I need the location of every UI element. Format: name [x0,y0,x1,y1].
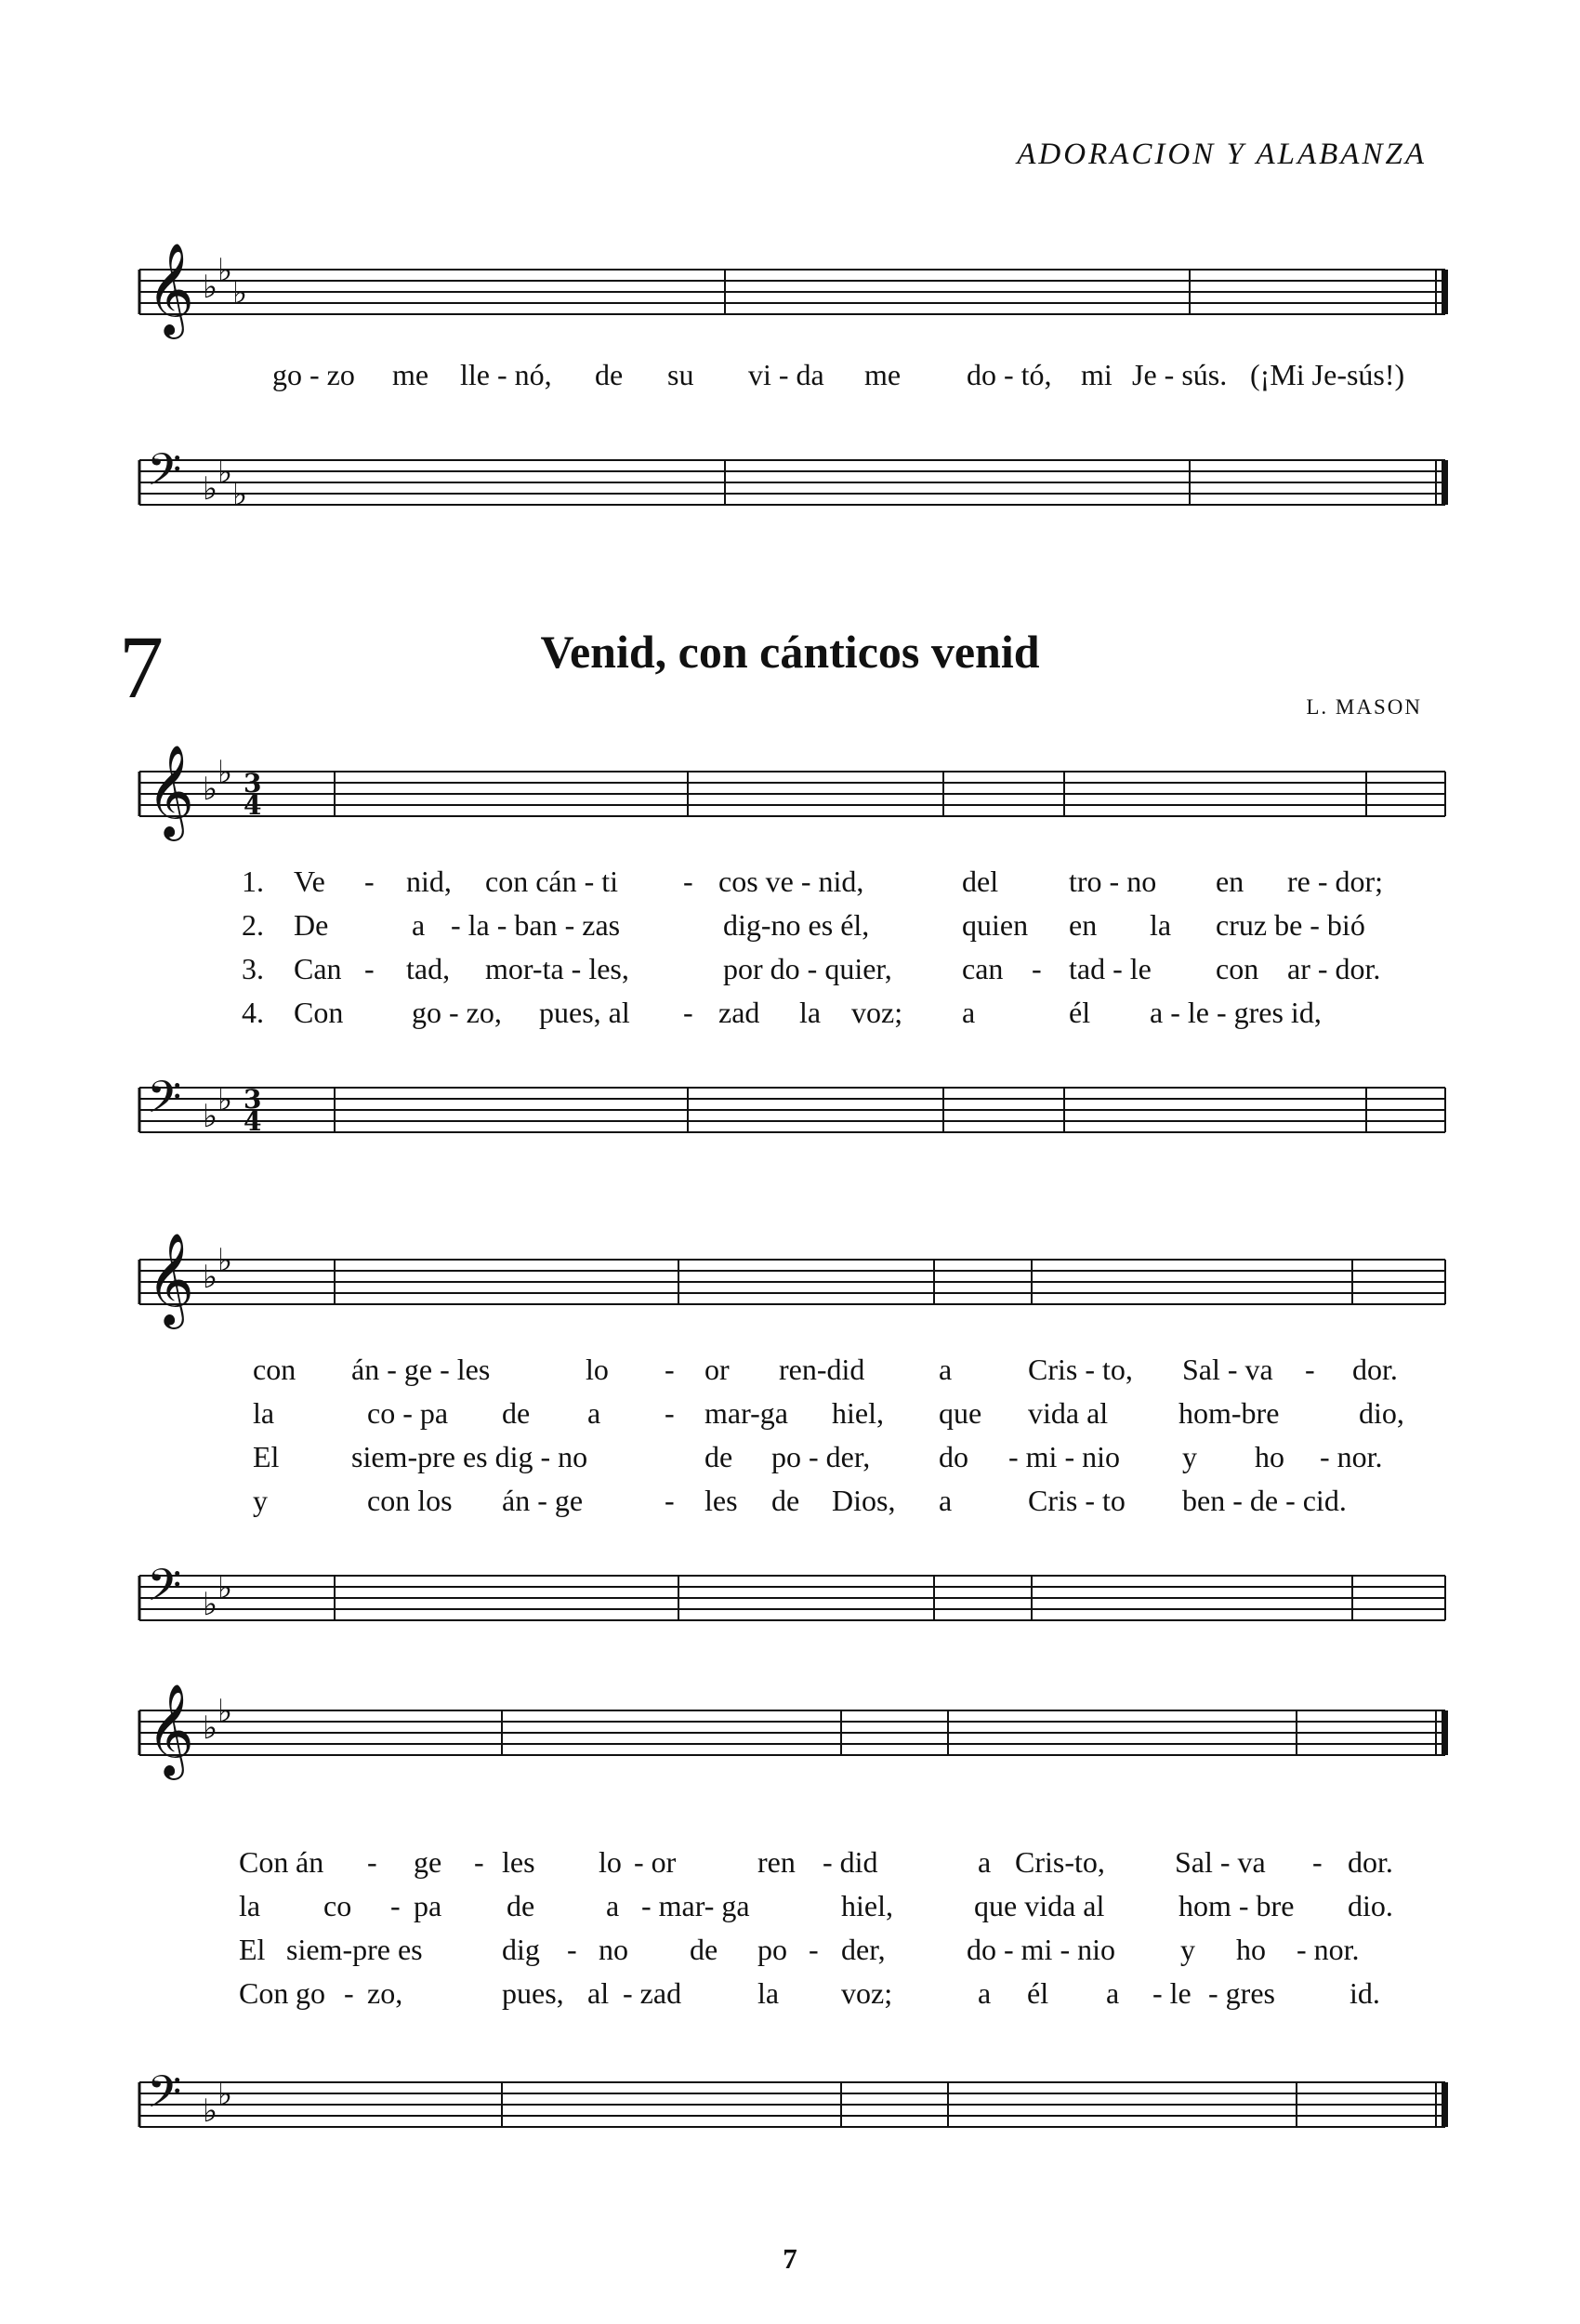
flat-icon: ♭ [217,2076,233,2113]
lyric-syllable: de [595,358,624,391]
lyric-syllable: án [296,1845,324,1879]
hymn-title: Venid, con cánticos venid [540,626,1040,678]
bass-staff [0,2045,1580,2194]
lyric-syllable: hiel, [832,1396,884,1430]
flat-icon: ♭ [217,1569,233,1606]
treble-clef-icon: 𝄞 [147,243,194,336]
lyric-syllable: - gres [1208,1976,1275,2010]
lyric-syllable: mi [1081,358,1113,391]
treble-staff [0,1673,1580,1822]
lyric-syllable: Sal - va [1182,1353,1273,1386]
lyric-syllable: mar-ga [704,1396,788,1430]
lyric-syllable: ar - dor. [1287,952,1381,985]
time-signature-digit: 3 [244,768,262,799]
lyric-syllable: lo [586,1353,609,1386]
lyric-syllable: Can [294,952,342,985]
lyric-syllable: - le [1152,1976,1192,2010]
lyric-syllable: der, [841,1933,886,1966]
lyric-syllable: - nor. [1297,1933,1360,1966]
bass-clef-icon: 𝄢 [147,1071,182,1134]
lyric-syllable: tad, [406,952,451,985]
lyric-syllable: cruz be - bió [1216,908,1365,942]
bass-clef-icon: 𝄢 [147,1559,182,1622]
lyric-line [0,1976,1580,2014]
lyric-syllable: la [799,996,822,1029]
lyric-syllable: - zad [623,1976,682,2010]
lyric-syllable: con [1216,952,1259,985]
lyric-syllable: a [606,1889,620,1922]
lyric-syllable: vi - da [748,358,824,391]
lyric-syllable: él [1027,1976,1049,2010]
final-barline-thick [1442,460,1448,505]
lyric-line [0,1484,1580,1521]
lyric-syllable: zad [718,996,760,1029]
lyric-syllable: Ve [294,865,325,898]
lyric-syllable: les [704,1484,738,1517]
bass-clef-icon: 𝄢 [147,443,182,507]
lyric-syllable: lo [599,1845,622,1879]
flat-icon: ♭ [203,2093,218,2130]
bass-clef-icon: 𝄢 [147,2066,182,2129]
lyric-syllable: y [1182,1440,1197,1473]
lyric-syllable: - [364,865,375,898]
lyric-syllable: Cris - to, [1028,1353,1133,1386]
lyric-syllable: ren [757,1845,796,1879]
lyric-line [0,996,1580,1033]
lyric-syllable: po [757,1933,787,1966]
lyric-syllable: dor. [1352,1353,1398,1386]
lyric-syllable: dio, [1359,1396,1404,1430]
flat-icon: ♭ [203,1586,218,1623]
lyric-syllable: - [683,865,693,898]
composer-credit: L. MASON [1306,695,1422,719]
lyric-syllable: voz; [841,1976,893,2010]
bass-staff [0,1538,1580,1687]
lyric-syllable: vida al [1028,1396,1109,1430]
final-barline-thick [1442,270,1448,314]
lyric-syllable: 4. [242,996,264,1029]
lyric-syllable: mor-ta - les, [485,952,629,985]
lyric-syllable: do - mi - nio [967,1933,1115,1966]
lyric-syllable: ho [1255,1440,1284,1473]
lyric-syllable: El [239,1933,266,1966]
time-signature-digit: 3 [244,1084,262,1115]
flat-icon: ♭ [203,771,218,808]
lyric-syllable: (¡Mi Je-sús!) [1250,358,1405,391]
lyric-syllable: or [704,1353,730,1386]
lyric-syllable: que [939,1396,982,1430]
lyric-syllable: de [690,1933,718,1966]
lyric-syllable: - [390,1889,401,1922]
lyric-syllable: - [367,1845,377,1879]
flat-icon: ♭ [217,1081,233,1118]
lyric-syllable: que vida al [974,1889,1105,1922]
lyric-syllable: - [665,1353,675,1386]
lyric-syllable: go - zo, [412,996,502,1029]
lyric-syllable: - [1312,1845,1323,1879]
lyric-syllable: me [864,358,902,391]
lyric-syllable: quien [962,908,1029,942]
lyric-syllable: can [962,952,1004,985]
lyric-syllable: - mar- ga [641,1889,750,1922]
lyric-syllable: a [939,1484,953,1517]
lyric-syllable: no [599,1933,628,1966]
page-number: 7 [783,2242,797,2275]
flat-icon: ♭ [203,1710,218,1747]
flat-icon: ♭ [217,252,233,289]
lyric-line [0,1933,1580,1970]
lyric-line [0,1353,1580,1390]
lyric-syllable: hiel, [841,1889,893,1922]
lyric-syllable: pa [414,1889,442,1922]
flat-icon: ♭ [203,470,218,508]
lyric-syllable: Con [239,1976,289,2010]
lyric-syllable: - mi - nio [1008,1440,1120,1473]
bass-staff [0,423,1580,572]
lyric-syllable: - [344,1976,354,2010]
staff-lines [139,1710,1445,1755]
lyric-syllable: po - der, [771,1440,871,1473]
lyric-syllable: lle - nó, [460,358,552,391]
lyric-syllable: do - tó, [967,358,1052,391]
lyric-syllable: pues, [502,1976,564,2010]
lyric-line [0,1889,1580,1926]
flat-icon: ♭ [217,454,233,491]
treble-clef-icon: 𝄞 [147,745,194,838]
lyric-syllable: co - pa [367,1396,449,1430]
lyric-syllable: a - le - gres id, [1150,996,1322,1029]
lyric-syllable: en [1069,908,1098,942]
lyric-syllable: 2. [242,908,264,942]
lyric-syllable: Con [294,996,344,1029]
lyric-syllable: án - ge [502,1484,584,1517]
flat-icon: ♭ [203,1098,218,1135]
lyric-syllable: del [962,865,999,898]
lyric-syllable: hom-bre [1178,1396,1280,1430]
lyric-syllable: tro - no [1069,865,1157,898]
hymn-number: 7 [119,617,164,717]
lyric-syllable: 1. [242,865,264,898]
section-header: ADORACION Y ALABANZA [1017,138,1427,171]
lyric-syllable: voz; [851,996,903,1029]
lyric-syllable: con los [367,1484,453,1517]
staff-lines [139,270,1445,314]
lyric-syllable: go - zo [272,358,355,391]
lyric-syllable: a [978,1976,992,2010]
lyric-syllable: - [1305,1353,1315,1386]
lyric-syllable: án - ge - les [351,1353,491,1386]
lyric-line [0,1440,1580,1477]
lyric-syllable: ge [414,1845,442,1879]
lyric-syllable: Dios, [832,1484,896,1517]
bass-staff [0,1050,1580,1199]
staff-lines [139,2082,1445,2127]
lyric-syllable: ren-did [779,1353,865,1386]
lyric-syllable: y [1180,1933,1195,1966]
lyric-syllable: - la - ban - zas [451,908,621,942]
lyric-line [0,865,1580,902]
treble-staff [0,734,1580,883]
lyric-syllable: - [683,996,693,1029]
lyric-syllable: - did [823,1845,878,1879]
lyric-syllable: Cris - to [1028,1484,1126,1517]
lyric-syllable: hom - bre [1178,1889,1295,1922]
flat-icon: ♭ [217,1242,233,1279]
lyric-syllable: re - dor; [1287,865,1384,898]
lyric-syllable: con [253,1353,296,1386]
lyric-syllable: do [939,1440,968,1473]
lyric-syllable: la [239,1889,261,1922]
staff-lines [139,460,1445,505]
lyric-line [0,908,1580,945]
lyric-syllable: go [296,1976,325,2010]
lyric-syllable: - [474,1845,484,1879]
lyric-syllable: de [507,1889,535,1922]
lyric-syllable: - [665,1396,675,1430]
lyric-syllable: id. [1350,1976,1380,2010]
flat-icon: ♭ [232,476,248,513]
lyric-syllable: les [502,1845,535,1879]
lyric-syllable: - nor. [1320,1440,1383,1473]
lyric-syllable: co [323,1889,352,1922]
time-signature-digit: 4 [244,790,262,821]
lyric-line [0,1845,1580,1882]
lyric-syllable: de [502,1396,531,1430]
lyric-syllable: - [809,1933,819,1966]
lyric-syllable: y [253,1484,268,1517]
lyric-syllable: de [771,1484,800,1517]
lyric-syllable: dio. [1348,1889,1393,1922]
lyric-syllable: nid, [406,865,452,898]
treble-clef-icon: 𝄞 [147,1233,194,1326]
lyric-syllable: de [704,1440,733,1473]
lyric-syllable: zo, [367,1976,403,2010]
lyric-syllable: Con [239,1845,289,1879]
lyric-syllable: siem-pre es dig - no [351,1440,588,1473]
lyric-syllable: - [665,1484,675,1517]
lyric-syllable: El [253,1440,280,1473]
lyric-line [0,358,1580,395]
lyric-syllable: ho [1236,1933,1266,1966]
lyric-syllable: dig-no es él, [723,908,870,942]
flat-icon: ♭ [217,1693,233,1730]
treble-clef-icon: 𝄞 [147,1684,194,1776]
flat-icon: ♭ [203,1259,218,1296]
lyric-syllable: por do - quier, [723,952,892,985]
lyric-syllable: tad - le [1069,952,1152,985]
lyric-syllable: - [1032,952,1042,985]
lyric-syllable: a [1106,1976,1120,2010]
lyric-syllable: a [978,1845,992,1879]
lyric-syllable: Sal - va [1175,1845,1266,1879]
treble-staff [0,1222,1580,1371]
final-barline-thick [1442,2082,1448,2127]
lyric-syllable: pues, al [539,996,630,1029]
lyric-syllable: - or [634,1845,677,1879]
time-signature-digit: 4 [244,1106,262,1137]
lyric-line [0,1396,1580,1433]
flat-icon: ♭ [203,269,218,306]
lyric-syllable: la [757,1976,780,2010]
lyric-syllable: Je - sús. [1132,358,1228,391]
lyric-syllable: en [1216,865,1244,898]
lyric-syllable: dor. [1348,1845,1393,1879]
lyric-syllable: con cán - ti [485,865,619,898]
flat-icon: ♭ [217,754,233,791]
lyric-syllable: a [962,996,976,1029]
lyric-syllable: siem-pre es [286,1933,423,1966]
lyric-syllable: él [1069,996,1091,1029]
lyric-syllable: a [939,1353,953,1386]
lyric-line [0,952,1580,989]
lyric-syllable: - [567,1933,577,1966]
lyric-syllable: su [667,358,694,391]
lyric-syllable: dig [502,1933,540,1966]
lyric-syllable: cos ve - nid, [718,865,864,898]
lyric-syllable: Cris-to, [1015,1845,1105,1879]
lyric-syllable: me [392,358,429,391]
lyric-syllable: a [587,1396,601,1430]
lyric-syllable: ben - de - cid. [1182,1484,1347,1517]
final-barline-thick [1442,1710,1448,1755]
lyric-syllable: - [364,952,375,985]
lyric-syllable: 3. [242,952,264,985]
lyric-syllable: la [253,1396,275,1430]
lyric-syllable: a [412,908,426,942]
lyric-syllable: la [1150,908,1172,942]
lyric-syllable: al [587,1976,610,2010]
lyric-syllable: De [294,908,329,942]
flat-icon: ♭ [232,274,248,311]
